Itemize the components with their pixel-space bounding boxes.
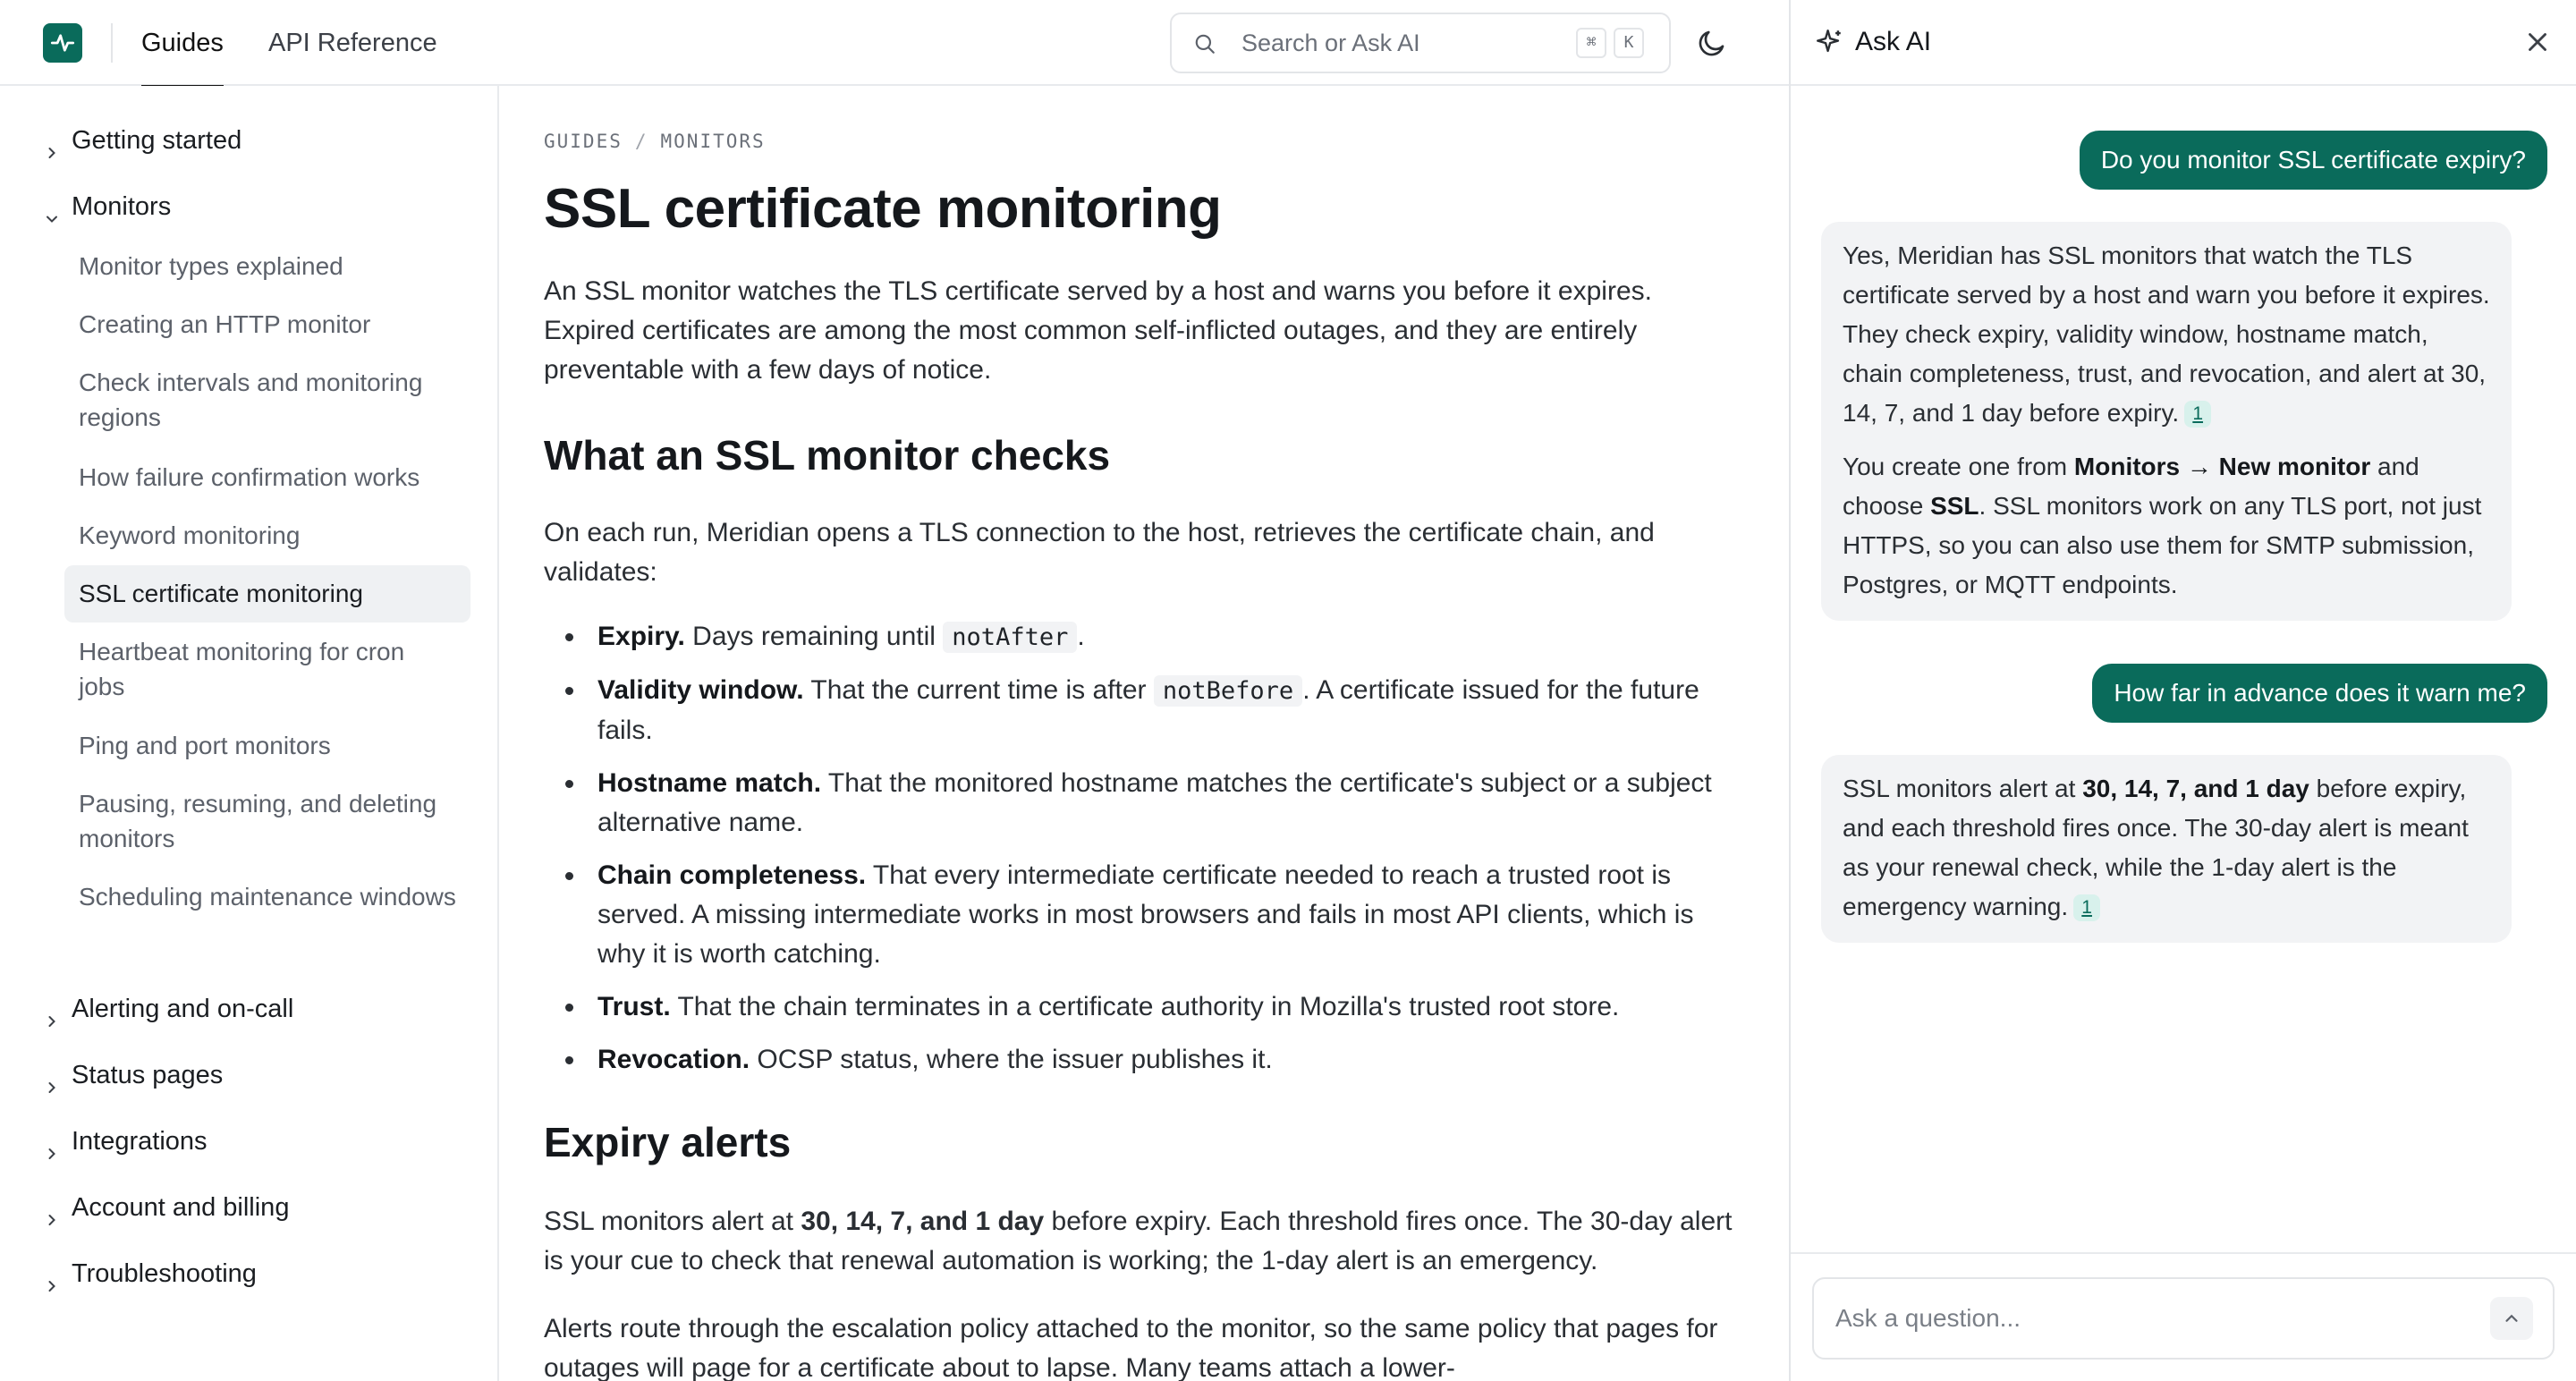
tab-guides[interactable]: Guides: [141, 0, 224, 86]
sidebar-section-label: Account and billing: [72, 1193, 290, 1222]
sidebar-item-http-monitor[interactable]: Creating an HTTP monitor: [79, 310, 371, 338]
sidebar-item-pausing[interactable]: Pausing, resuming, and deleting monitors: [79, 790, 437, 852]
chevron-right-icon: [43, 1132, 61, 1177]
section-heading-expiry-alerts: Expiry alerts: [544, 1119, 792, 1165]
alerts-paragraph: SSL monitors alert at 30, 14, 7, and 1 day before expiry. Each threshold fires once. The 30-day alert is your cue to check that renewal automation is working; the 1-day alert is an emergency.: [544, 1207, 1733, 1275]
chevron-down-icon: [43, 198, 61, 242]
sidebar-item-maintenance-windows[interactable]: Scheduling maintenance windows: [79, 883, 456, 911]
tab-api-reference[interactable]: API Reference: [268, 29, 437, 57]
sidebar-section-label: Monitors: [72, 192, 172, 221]
ask-ai-panel: [1789, 0, 2576, 1381]
shortcut-key-k: K: [1614, 28, 1644, 58]
chevron-right-icon: [43, 1066, 61, 1111]
composer-area: [1791, 1252, 2576, 1381]
assistant-message: SSL monitors alert at 30, 14, 7, and 1 day before expiry, and each threshold fires once. The 30-day alert is meant as your renewal check, while the 1-day alert is the emergency warning. 1: [1821, 755, 2512, 943]
panel-header: [1791, 0, 2576, 86]
intro-paragraph: An SSL monitor watches the TLS certificate served by a host and warns you before it expires. Expired certificates are among the most common self-inflicted outages, and they are entirely preventable with a few days of notice.: [544, 276, 1652, 385]
sidebar-item-ssl-certificate[interactable]: SSL certificate monitoring: [64, 565, 470, 623]
chevron-right-icon: [43, 1265, 61, 1309]
activity-pulse-icon[interactable]: [43, 23, 82, 63]
inline-code: notBefore: [1154, 675, 1302, 707]
article-content: [501, 86, 1789, 1381]
list-item: Revocation. OCSP status, where the issuer publishes it.: [544, 1040, 1742, 1080]
header-divider: [111, 23, 113, 63]
top-navigation-bar: [0, 0, 1789, 86]
sparkle-icon: [1814, 27, 1844, 62]
chevron-up-icon[interactable]: [2490, 1297, 2533, 1340]
chevron-right-icon: [43, 1199, 61, 1243]
search-icon: [1193, 32, 1216, 60]
search-box[interactable]: [1170, 13, 1671, 73]
sidebar-item-heartbeat[interactable]: Heartbeat monitoring for cron jobs: [79, 638, 405, 700]
list-item: Expiry. Days remaining until notAfter .: [544, 617, 1742, 657]
shortcut-key-cmd: ⌘: [1576, 28, 1606, 58]
assistant-message: Yes, Meridian has SSL monitors that watch the TLS certificate served by a host and warn you before it expires. They check expiry, validity window, hostname match, chain completeness, trust, and revocation, and alert at 30, 14, 7, and 1 day before expiry. 1 You create one from Monitors → New monitor and choose SSL. SSL monitors work on any TLS port, not just HTTPS, so you can also use them for SMTP submission, Postgres, or MQTT endpoints.: [1821, 222, 2512, 621]
sidebar-section-label: Getting started: [72, 126, 242, 155]
search-placeholder: Search or Ask AI: [1241, 30, 1420, 56]
sidebar-navigation: [0, 86, 499, 1381]
list-item: Hostname match. That the monitored hostname matches the certificate's subject or a subject alternative name.: [544, 764, 1742, 843]
list-item: Chain completeness. That every intermediate certificate needed to reach a trusted root is served. A missing intermediate works in most browsers and fails in most API clients, which is why it is worth catching.: [544, 856, 1742, 974]
sidebar-item-monitor-types[interactable]: Monitor types explained: [79, 252, 343, 280]
checks-intro-paragraph: On each run, Meridian opens a TLS connection to the host, retrieves the certificate chain, and validates:: [544, 518, 1655, 587]
citation-link[interactable]: 1: [2073, 894, 2100, 921]
panel-title: Ask AI: [1855, 27, 1932, 56]
ask-question-input[interactable]: [1814, 1279, 2467, 1358]
moon-icon[interactable]: [1696, 27, 1728, 64]
breadcrumb: GUIDES / MONITORS: [544, 131, 766, 152]
section-heading-checks: What an SSL monitor checks: [544, 432, 1111, 479]
sidebar-item-ping-port[interactable]: Ping and port monitors: [79, 732, 331, 759]
chevron-right-icon: [43, 1000, 61, 1045]
sidebar-section-label: Alerting and on-call: [72, 995, 294, 1023]
breadcrumb-monitors[interactable]: MONITORS: [660, 131, 766, 152]
sidebar-item-check-intervals[interactable]: Check intervals and monitoring regions: [79, 369, 423, 431]
inline-code: notAfter: [943, 622, 1077, 653]
breadcrumb-guides[interactable]: GUIDES: [544, 131, 623, 152]
citation-link[interactable]: 1: [2184, 401, 2211, 428]
alerts-routing-paragraph: Alerts route through the escalation policy attached to the monitor, so the same policy that pages for outages will page for a certificate about to lapse. Many teams attach a lower-: [544, 1314, 1718, 1381]
checks-list: [544, 617, 1742, 1080]
list-item: Trust. That the chain terminates in a certificate authority in Mozilla's trusted root store.: [544, 987, 1742, 1027]
composer: [1812, 1277, 2555, 1360]
sidebar-section-label: Troubleshooting: [72, 1259, 257, 1288]
sidebar-item-keyword-monitoring[interactable]: Keyword monitoring: [79, 521, 301, 549]
sidebar-section-label: Status pages: [72, 1061, 224, 1089]
chevron-right-icon: [43, 131, 61, 176]
sidebar-item-failure-confirmation[interactable]: How failure confirmation works: [79, 463, 420, 491]
list-item: Validity window. That the current time is after notBefore . A certificate issued for the future fails.: [544, 671, 1742, 750]
user-message: Do you monitor SSL certificate expiry?: [2080, 131, 2547, 190]
user-message: How far in advance does it warn me?: [2092, 664, 2547, 723]
close-icon[interactable]: [2522, 27, 2553, 57]
page-title: SSL certificate monitoring: [544, 178, 1222, 240]
sidebar-section-label: Integrations: [72, 1127, 208, 1156]
